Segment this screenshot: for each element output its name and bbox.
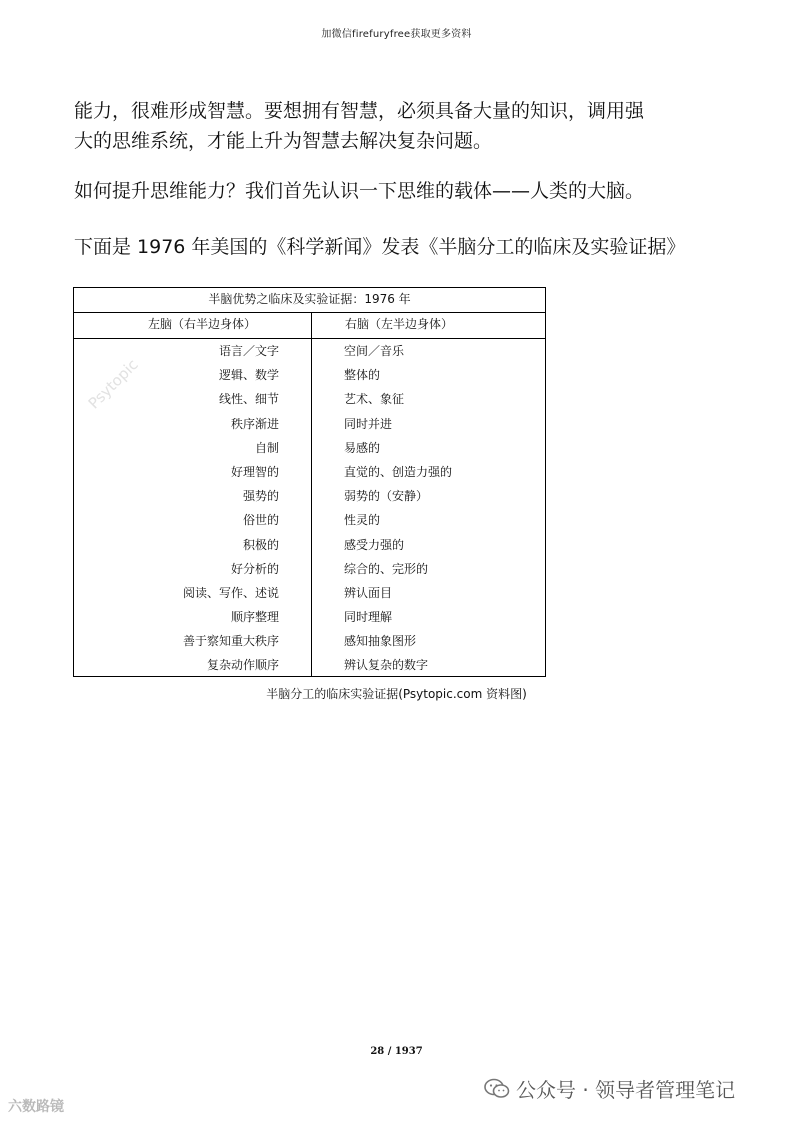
right-item: 艺术、象征	[344, 392, 405, 407]
right-item: 空间／音乐	[344, 344, 405, 358]
right-item: 弱势的（安静）	[344, 489, 429, 504]
wechat-icon	[484, 1078, 510, 1100]
page-header: 加微信firefuryfree获取更多资料	[321, 29, 472, 40]
right-item: 感受力强的	[344, 537, 405, 552]
left-item: 复杂动作顺序	[206, 658, 279, 673]
right-item: 同时并进	[344, 416, 393, 431]
paragraph-1	[74, 96, 734, 156]
right-brain-column	[312, 339, 545, 676]
table-caption: 半脑分工的临床实验证据(Psytopic.com 资料图)	[266, 687, 527, 701]
wechat-account-text: 公众号 · 领导者管理笔记	[516, 1078, 736, 1102]
right-item: 综合的、完形的	[344, 561, 429, 576]
paragraph-3-line-1: 下面是 1976 年美国的《科学新闻》发表《半脑分工的临床及实验证据》	[74, 236, 686, 258]
left-item: 阅读、写作、述说	[182, 585, 279, 600]
table-body	[74, 339, 545, 676]
paragraph-1-line-1: 能力，很难形成智慧。要想拥有智慧，必须具备大量的知识，调用强	[74, 100, 645, 122]
left-item: 俗世的	[242, 513, 279, 528]
right-item: 辨认面目	[344, 585, 393, 600]
paragraph-1-line-2: 大的思维系统，才能上升为智慧去解决复杂问题。	[74, 130, 493, 152]
paragraph-2	[74, 176, 734, 206]
corner-watermark: 六数路镜	[8, 1099, 64, 1115]
left-item: 线性、细节	[218, 392, 279, 407]
left-item: 善于察知重大秩序	[182, 634, 279, 649]
brain-comparison-table	[73, 287, 546, 677]
right-item: 感知抽象图形	[344, 634, 417, 649]
right-item: 同时理解	[344, 610, 393, 625]
left-item: 逻辑、数学	[218, 368, 279, 383]
table-header-row	[74, 313, 545, 339]
table-title: 半脑优势之临床及实验证据：1976 年	[74, 288, 545, 313]
page-number: 28 / 1937	[370, 1046, 423, 1057]
left-item: 秩序渐进	[230, 416, 279, 431]
right-item: 辨认复杂的数字	[344, 658, 429, 673]
left-item: 语言／文字	[218, 344, 279, 358]
right-item: 性灵的	[344, 513, 381, 528]
left-item: 强势的	[242, 489, 279, 504]
wechat-account-mark	[484, 1074, 735, 1103]
paragraph-2-line-1: 如何提升思维能力？我们首先认识一下思维的载体——人类的大脑。	[74, 180, 645, 202]
left-item: 自制	[254, 440, 279, 455]
right-item: 易感的	[344, 440, 381, 455]
left-item: 顺序整理	[230, 610, 279, 625]
left-item: 好理智的	[230, 464, 279, 479]
left-item: 好分析的	[230, 561, 279, 576]
psytopic-watermark: Psytopic	[84, 355, 142, 413]
right-item: 整体的	[344, 368, 381, 383]
right-brain-header: 右脑（左半边身体）	[345, 317, 454, 331]
right-item: 直觉的、创造力强的	[344, 464, 453, 479]
left-item: 积极的	[242, 537, 279, 552]
left-brain-header: 左脑（右半边身体）	[74, 313, 312, 338]
paragraph-3	[74, 232, 734, 262]
